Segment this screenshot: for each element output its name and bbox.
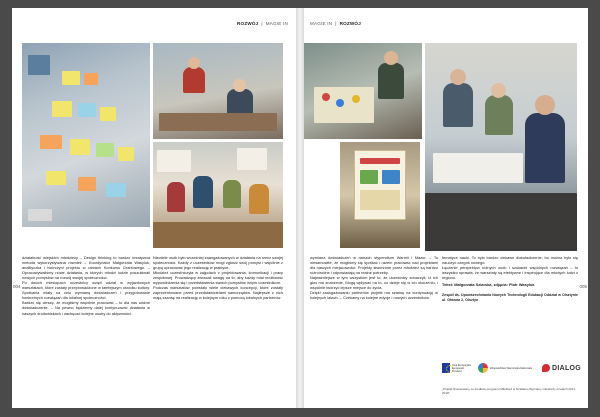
right-page-number: 005 <box>579 284 587 289</box>
funding-footnote: „Projekt finansowany ze środków programu Młodzież w Działaniu Wymiany młodzieży w latach 2017-2019” <box>442 387 577 395</box>
photo-mentor-with-participants <box>425 43 577 251</box>
right-text-column-2 <box>442 255 578 302</box>
paragraph: Niewiele osób było wcześniej zaangażowanych w działania na rzecz swojej społeczności. Każdy z uczestników mógł zgłosić swój pomysł i wspólnie z grupą opracować jego realizację w praktyce. <box>153 255 283 271</box>
photo-board-game <box>304 43 422 139</box>
paragraph: Młodzież uczestniczyła w zajęciach z projektowania, komunikacji i pracy zespołowej. Prowadzący zwracali uwagę na to, aby każdy miał możliwość wypowiedzenia się i przedstawienia swoich pomysłów innym uczestnikom. <box>153 270 283 286</box>
paragraph: wymiana doświadczeń w ramach stypendium Warmii i Mazur. – To niesamowite, że mogliśmy się spotkać i razem pracować nad projektami dla naszych miejscowości. Projekty stworzone przez młodzież są bardzo różnorodne i odpowiadają na realne potrzeby. <box>310 255 438 276</box>
region-emblem-icon <box>478 363 488 373</box>
running-head-section: ROZWÓJ <box>339 21 361 26</box>
region-logo-text: Województwo Warmińsko-Mazurskie <box>490 366 533 370</box>
eu-logo-text: Unia Europejska Europejski Fundusz <box>451 363 471 373</box>
eu-logo <box>442 360 474 376</box>
running-head-magazine: MAGIE IN <box>265 21 288 26</box>
left-running-head: ROZWÓJ | MAGIE IN <box>237 21 288 26</box>
author-affiliation: Zespół ds. Upowszechniania Nowych Technologii Edukacji Oddział w Olsztynie ul. Główna 2, Olsztyn <box>442 293 578 302</box>
paragraph: Bardzo się cieszę, że mogliśmy wspólnie pracować – to dla nas ważne doświadczenie. – Na pewno będziemy dalej kontynuować działania w naszych środowiskach i zachęcać kolejne osoby do aktywności. <box>22 300 150 316</box>
paragraph: działalność wiejskich młodzieży – Design thinking to bardzo kreatywna metoda wykorzystywana również – Koordynator Małgorzata Wasyluk, analityczka i twórczyni projektu w ramach Konkursu Grantowego. – Opracowywaliśmy nowe działania, w których młodzi ludzie poszukiwali nowych pomysłów na rozwój swojej społeczności. <box>22 255 150 281</box>
right-text-column-1 <box>310 255 438 300</box>
paragraph: Po dwóch miesiącach uczestnicy wzięli udział w wyjazdowych warsztatach, które zostały przeprowadzone w tamtejszym ośrodku kultury. Spotkania miały na celu wymianę doświadczeń i przygotowanie konkretnych rozwiązań dla lokalnej społeczności. <box>22 280 150 301</box>
running-head-section: ROZWÓJ <box>237 21 259 26</box>
paragraph: Łączenie perspektyw różnych osób i szukanie wspólnych rozwiązań – to wszystko sprawia, że warsztaty są efektywne i inspirujące dla młodych ludzi z regionu. <box>442 265 578 281</box>
left-text-column-1 <box>22 255 150 316</box>
book-spine <box>296 8 304 408</box>
dialog-logo <box>542 360 582 376</box>
paragraph: Dzięki zaangażowaniu partnerów projekt ma szansę na kontynuację w kolejnych latach. – Czekamy na kolejne edycje i nowych uczestników. <box>310 290 438 301</box>
left-page-number: 004 <box>13 284 21 289</box>
sponsor-logos <box>442 360 582 380</box>
eu-flag-icon <box>442 363 450 373</box>
paragraph: Najważniejsze w tym wszystkim jest to, że uczestnicy zobaczyli, iż ich głos ma znaczenie. Mogą wpływać na to, co dzieje się w ich otoczeniu, i wspólnie tworzyć lepsze miejsce do życia. <box>310 275 438 291</box>
article-signature: Tekst: Małgorzata Szlarska, zdjęcia: Piotr Wasyluk <box>442 282 535 288</box>
photo-group-discussion <box>153 142 283 248</box>
photo-poster-presentation <box>340 142 420 248</box>
right-running-head: MAGIE IN | ROZWÓJ <box>310 21 361 26</box>
right-page <box>304 8 588 408</box>
dialog-logo-text: DIALOG <box>552 364 582 372</box>
running-head-magazine: MAGIE IN <box>310 21 333 26</box>
left-page <box>12 8 296 408</box>
region-logo <box>478 360 536 376</box>
left-text-column-2 <box>153 255 283 300</box>
photo-participants-table <box>153 43 283 139</box>
paragraph: tematyce nauki. To było bardzo ciekawe doświadczenie, bo można było się nauczyć czegoś nowego. <box>442 255 578 266</box>
dialog-mark-icon <box>542 364 550 372</box>
photo-workshop-sticky-notes <box>22 43 150 227</box>
paragraph: Podczas warsztatów powstało wiele ciekawych koncepcji, które zostały zaprezentowane przed przedstawicielami samorządów. Najlepsze z nich mają szansę na realizację w kolejnym roku z pomocą lokalnych partnerów. <box>153 285 283 301</box>
